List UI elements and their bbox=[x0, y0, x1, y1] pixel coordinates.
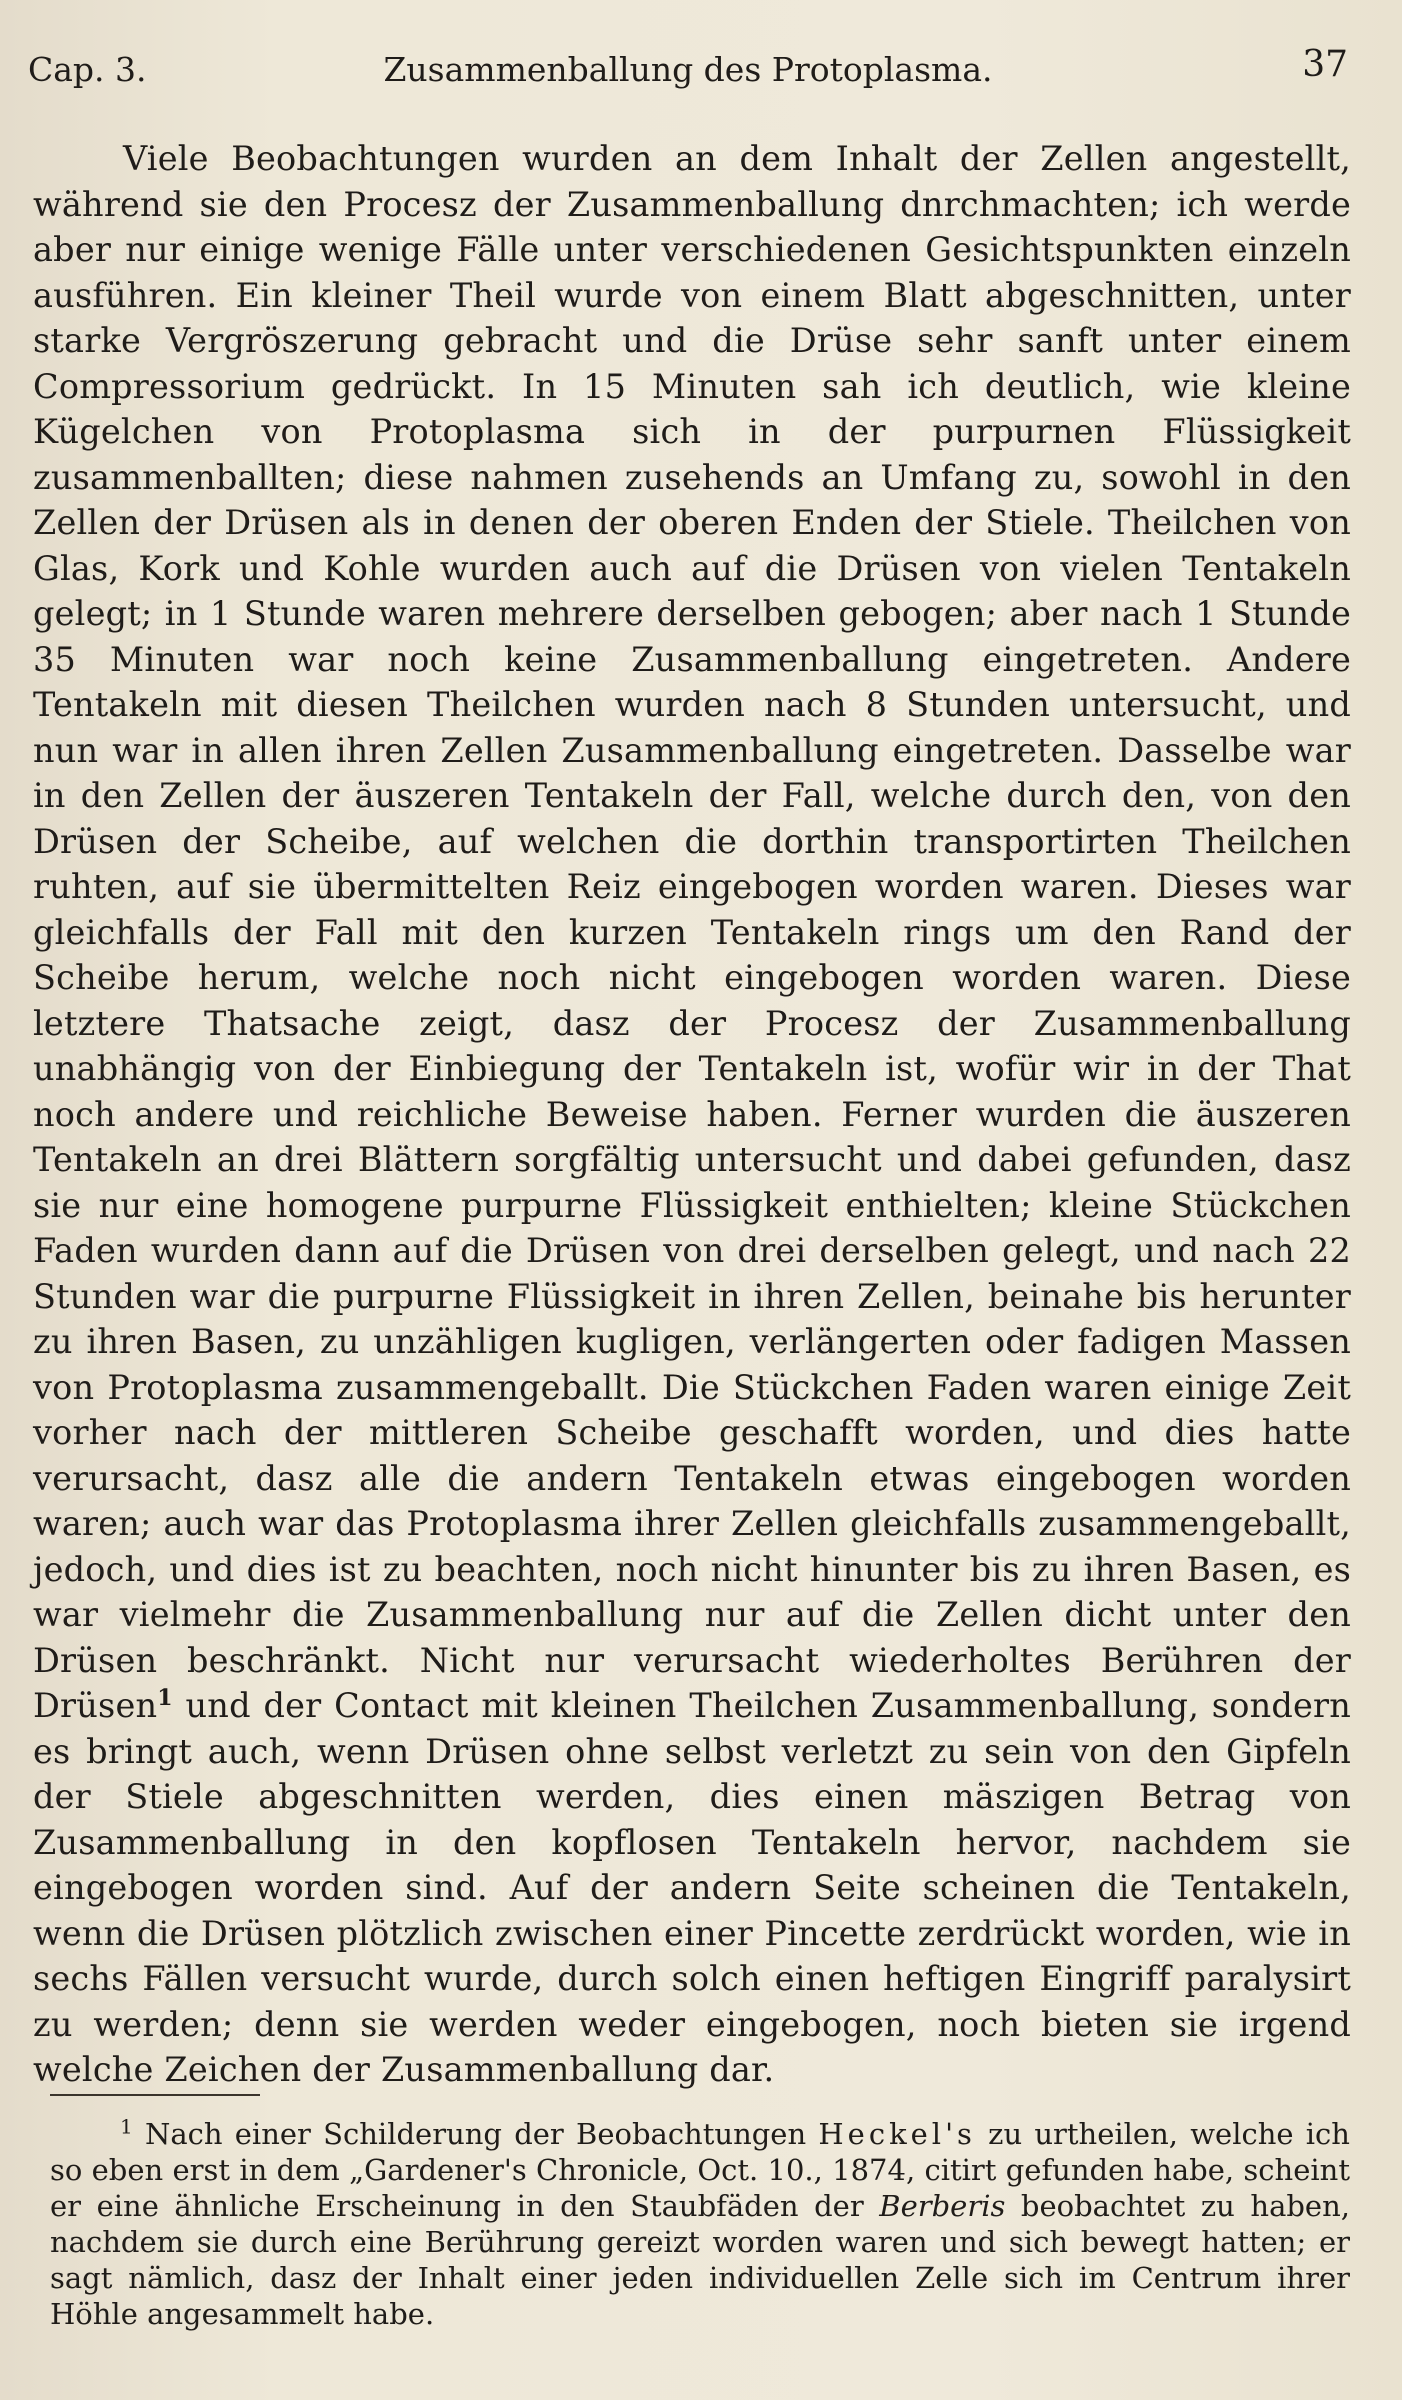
chapter-label: Cap. 3. bbox=[28, 50, 147, 89]
footnote-author: Heckel's bbox=[818, 2117, 976, 2151]
running-title: Zusammenballung des Protoplasma. bbox=[383, 50, 993, 89]
footnote-text-1: Nach einer Schilderung der Beobachtungen bbox=[132, 2117, 819, 2151]
footnote-reference[interactable]: 1 bbox=[157, 1684, 173, 1711]
paragraph bbox=[33, 136, 1351, 2093]
page-number: 37 bbox=[1302, 44, 1348, 85]
footnote-text-2: zu urtheilen, welche ich so eben erst in dem „Gardener's Chronicle, Oct. 10., 1874, citirt gefunden habe, scheint er eine ähnliche Erscheinung in den Staubfäden der bbox=[50, 2117, 1350, 2223]
footnote bbox=[50, 2116, 1350, 2332]
paragraph-text-part-1: Viele Beobachtungen wurden an dem Inhalt der Zellen angestellt, während sie den Procesz der Zusammenballung dnrchmachten; ich werde aber nur einige wenige Fälle unter verschiedenen Gesichtspunkten einzeln ausführen. Ein kleiner Theil wurde von einem Blatt abgeschnitten, unter starke Vergröszerung gebracht und die Drüse sehr sanft unter einem Compressorium gedrückt. In 15 Minuten sah ich deutlich, wie kleine Kügelchen von Protoplasma sich in der purpurnen Flüssigkeit zusammenballten; diese nahmen zusehends an Umfang zu, sowohl in den Zellen der Drüsen als in denen der oberen Enden der Stiele. Theilchen von Glas, Kork und Kohle wurden auch auf die Drüsen von vielen Tentakeln gelegt; in 1 Stunde waren mehrere derselben gebogen; aber nach 1 Stunde 35 Minuten war noch keine Zusammenballung eingetreten. Andere Tentakeln mit diesen Theilchen wurden nach 8 Stunden untersucht, und nun war in allen ihren Zellen Zusammenballung eingetreten. Dasselbe war in den Zellen der äuszeren Tentakeln der Fall, welche durch den, von den Drüsen der Scheibe, auf welchen die dorthin transportirten Theilchen ruhten, auf sie übermittelten Reiz eingebogen worden waren. Dieses war gleichfalls der Fall mit den kurzen Tentakeln rings um den Rand der Scheibe herum, welche noch nicht eingebogen worden waren. Diese letztere Thatsache zeigt, dasz der Procesz der Zusammenballung unabhängig von der Einbiegung der Tentakeln ist, wofür wir in der That noch andere und reichliche Beweise haben. Ferner wurden die äuszeren Tentakeln an drei Blättern sorgfältig untersucht und dabei gefunden, dasz sie nur eine homogene purpurne Flüssigkeit enthielten; kleine Stückchen Faden wurden dann auf die Drüsen von drei derselben gelegt, und nach 22 Stunden war die purpurne Flüssigkeit in ihren Zellen, beinahe bis herunter zu ihren Basen, zu unzähligen kugligen, verlängerten oder fadigen Massen von Protoplasma zusammengeballt. Die Stückchen Faden waren einige Zeit vorher nach der mittleren Scheibe geschafft worden, und dies hatte verursacht, dasz alle die andern Tentakeln etwas eingebogen worden waren; auch war das Protoplasma ihrer Zellen gleichfalls zusammengeballt, jedoch, und dies ist zu beachten, noch nicht hinunter bis zu ihren Basen, es war vielmehr die Zusammenballung nur auf die Zellen dicht unter den Drüsen beschränkt. Nicht nur verursacht wiederholtes Berühren der Drüsen bbox=[33, 139, 1351, 1725]
footnote-number: 1 bbox=[120, 2114, 133, 2139]
main-paragraph bbox=[33, 136, 1351, 2093]
footnote-text-3: beobachtet zu haben, nachdem sie durch eine Berührung gereizt worden waren und sich bewegt hatten; er sagt nämlich, dasz der Inhalt einer jeden individuellen Zelle sich im Centrum ihrer Höhle angesammelt habe. bbox=[50, 2189, 1350, 2331]
running-header bbox=[28, 44, 1348, 94]
paragraph-text-part-2: und der Contact mit kleinen Theilchen Zusammenballung, sondern es bringt auch, wenn Drüsen ohne selbst verletzt zu sein von den Gipfeln der Stiele abgeschnitten werden, dies einen mäszigen Betrag von Zusammenballung in den kopflosen Tentakeln hervor, nachdem sie eingebogen worden sind. Auf der andern Seite scheinen die Tentakeln, wenn die Drüsen plötzlich zwischen einer Pincette zerdrückt worden, wie in sechs Fällen versucht wurde, durch solch einen heftigen Eingriff paralysirt zu werden; denn sie werden weder eingebogen, noch bieten sie irgend welche Zeichen der Zusammenballung dar. bbox=[33, 1686, 1351, 2089]
footnote-paragraph bbox=[50, 2116, 1350, 2332]
footnote-genus: Berberis bbox=[879, 2189, 1006, 2223]
footnote-divider bbox=[50, 2094, 260, 2096]
